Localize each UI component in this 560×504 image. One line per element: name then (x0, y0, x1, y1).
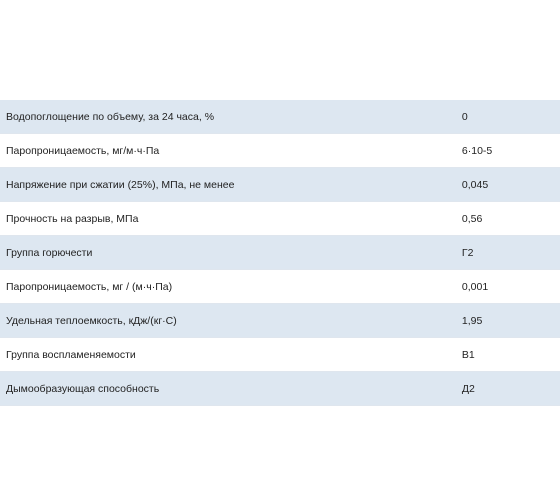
spec-value: 1,95 (460, 304, 560, 338)
spec-value: 0,56 (460, 202, 560, 236)
spec-name: Удельная теплоемкость, кДж/(кг·С) (0, 304, 460, 338)
spec-value: 0,001 (460, 270, 560, 304)
specifications-table (0, 100, 560, 406)
spec-name: Паропроницаемость, мг/м·ч·Па (0, 134, 460, 168)
spec-name: Дымообразующая способность (0, 372, 460, 406)
specifications-table-body (0, 100, 560, 406)
spec-value: 0,045 (460, 168, 560, 202)
table-row (0, 100, 560, 134)
table-row (0, 236, 560, 270)
spec-value: 0 (460, 100, 560, 134)
table-row (0, 372, 560, 406)
spec-value: Г2 (460, 236, 560, 270)
spec-name: Паропроницаемость, мг / (м·ч·Па) (0, 270, 460, 304)
table-row (0, 202, 560, 236)
table-row (0, 168, 560, 202)
table-row (0, 304, 560, 338)
spec-name: Группа воспламеняемости (0, 338, 460, 372)
spec-name: Напряжение при сжатии (25%), МПа, не менее (0, 168, 460, 202)
table-row (0, 270, 560, 304)
spec-name: Прочность на разрыв, МПа (0, 202, 460, 236)
spec-value: В1 (460, 338, 560, 372)
spec-value: Д2 (460, 372, 560, 406)
spec-name: Водопоглощение по объему, за 24 часа, % (0, 100, 460, 134)
spec-name: Группа горючести (0, 236, 460, 270)
spec-value: 6·10-5 (460, 134, 560, 168)
table-row (0, 134, 560, 168)
table-row (0, 338, 560, 372)
